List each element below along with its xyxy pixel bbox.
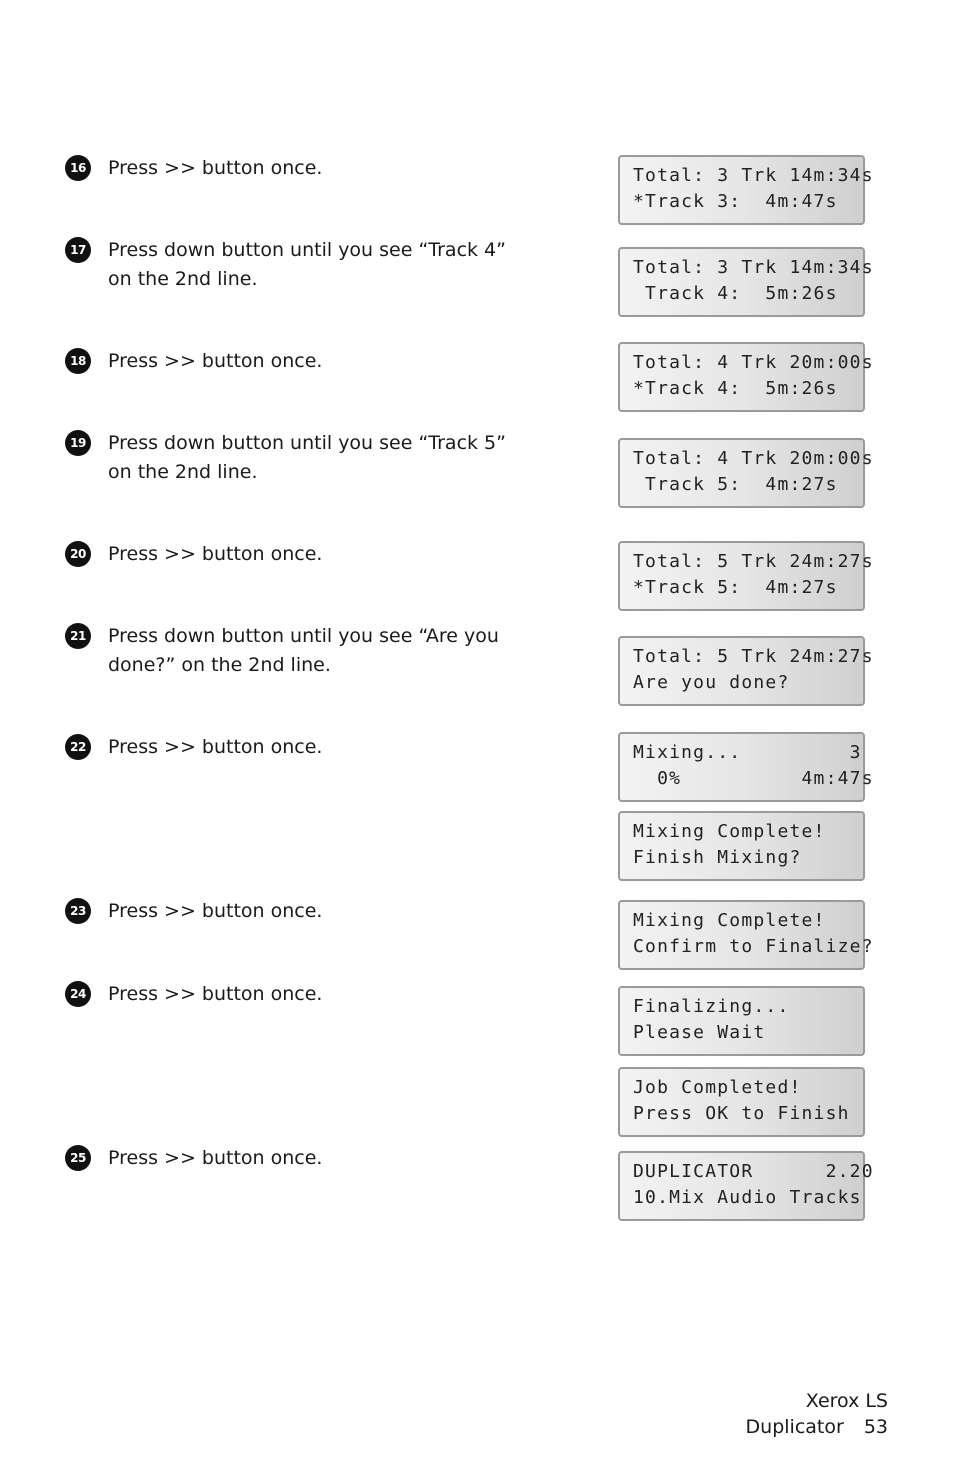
lcd-line-1: Job Completed! [633, 1077, 802, 1098]
lcd-line-1: Total: 3 Trk 14m:34s [633, 165, 874, 186]
lcd-line-2: Track 5: 4m:27s [633, 474, 838, 495]
lcd-line-1: Finalizing... [633, 996, 790, 1017]
lcd-line-2: *Track 5: 4m:27s [633, 577, 838, 598]
lcd-display [618, 438, 874, 508]
step-text: Press >> button once. [108, 543, 323, 565]
step-number: 25 [65, 1145, 91, 1171]
lcd-display [618, 732, 874, 802]
step-text: Press down button until you see “Are you done?” on the 2nd line. [108, 625, 499, 676]
lcd-display [618, 636, 874, 706]
lcd-line-1: Mixing... 3 [633, 742, 862, 763]
lcd-display [618, 1151, 874, 1221]
step-text: Press >> button once. [108, 157, 323, 179]
lcd-line-1: Total: 5 Trk 24m:27s [633, 551, 874, 572]
lcd-line-2: *Track 3: 4m:47s [633, 191, 838, 212]
step-text: Press down button until you see “Track 5” on the 2nd line. [108, 432, 506, 483]
lcd-line-1: Mixing Complete! [633, 821, 826, 842]
lcd-line-1: Total: 5 Trk 24m:27s [633, 646, 874, 667]
step-number: 22 [65, 734, 91, 760]
step-number: 23 [65, 898, 91, 924]
lcd-display [618, 811, 865, 881]
step-number: 21 [65, 623, 91, 649]
lcd-line-2: 0% 4m:47s [633, 768, 874, 789]
lcd-line-2: Finish Mixing? [633, 847, 802, 868]
step-text: Press >> button once. [108, 350, 323, 372]
lcd-display [618, 541, 874, 611]
step-text: Press down button until you see “Track 4” on the 2nd line. [108, 239, 506, 290]
lcd-line-2: Track 4: 5m:26s [633, 283, 838, 304]
lcd-display [618, 155, 874, 225]
footer-title: Xerox LS Duplicator [745, 1390, 888, 1438]
lcd-display [618, 1067, 865, 1137]
lcd-line-1: Total: 4 Trk 20m:00s [633, 352, 874, 373]
step-number: 17 [65, 237, 91, 263]
step-number: 16 [65, 155, 91, 181]
page-number: 53 [863, 1416, 888, 1438]
lcd-display [618, 986, 865, 1056]
lcd-line-2: Please Wait [633, 1022, 766, 1043]
lcd-line-2: Are you done? [633, 672, 790, 693]
lcd-line-2: Confirm to Finalize? [633, 936, 874, 957]
lcd-display [618, 900, 874, 970]
lcd-display [618, 342, 874, 412]
page-footer [660, 1388, 888, 1440]
step-text: Press >> button once. [108, 983, 323, 1005]
lcd-line-1: Total: 4 Trk 20m:00s [633, 448, 874, 469]
lcd-line-1: Mixing Complete! [633, 910, 826, 931]
step-text: Press >> button once. [108, 900, 323, 922]
step-number: 18 [65, 348, 91, 374]
lcd-line-2: Press OK to Finish [633, 1103, 850, 1124]
lcd-display [618, 247, 874, 317]
lcd-line-2: *Track 4: 5m:26s [633, 378, 838, 399]
lcd-line-2: 10.Mix Audio Tracks [633, 1187, 862, 1208]
lcd-line-1: Total: 3 Trk 14m:34s [633, 257, 874, 278]
step-number: 20 [65, 541, 91, 567]
step-text: Press >> button once. [108, 1147, 323, 1169]
step-text: Press >> button once. [108, 736, 323, 758]
step-number: 19 [65, 430, 91, 456]
step-number: 24 [65, 981, 91, 1007]
lcd-line-1: DUPLICATOR 2.20 [633, 1161, 874, 1182]
